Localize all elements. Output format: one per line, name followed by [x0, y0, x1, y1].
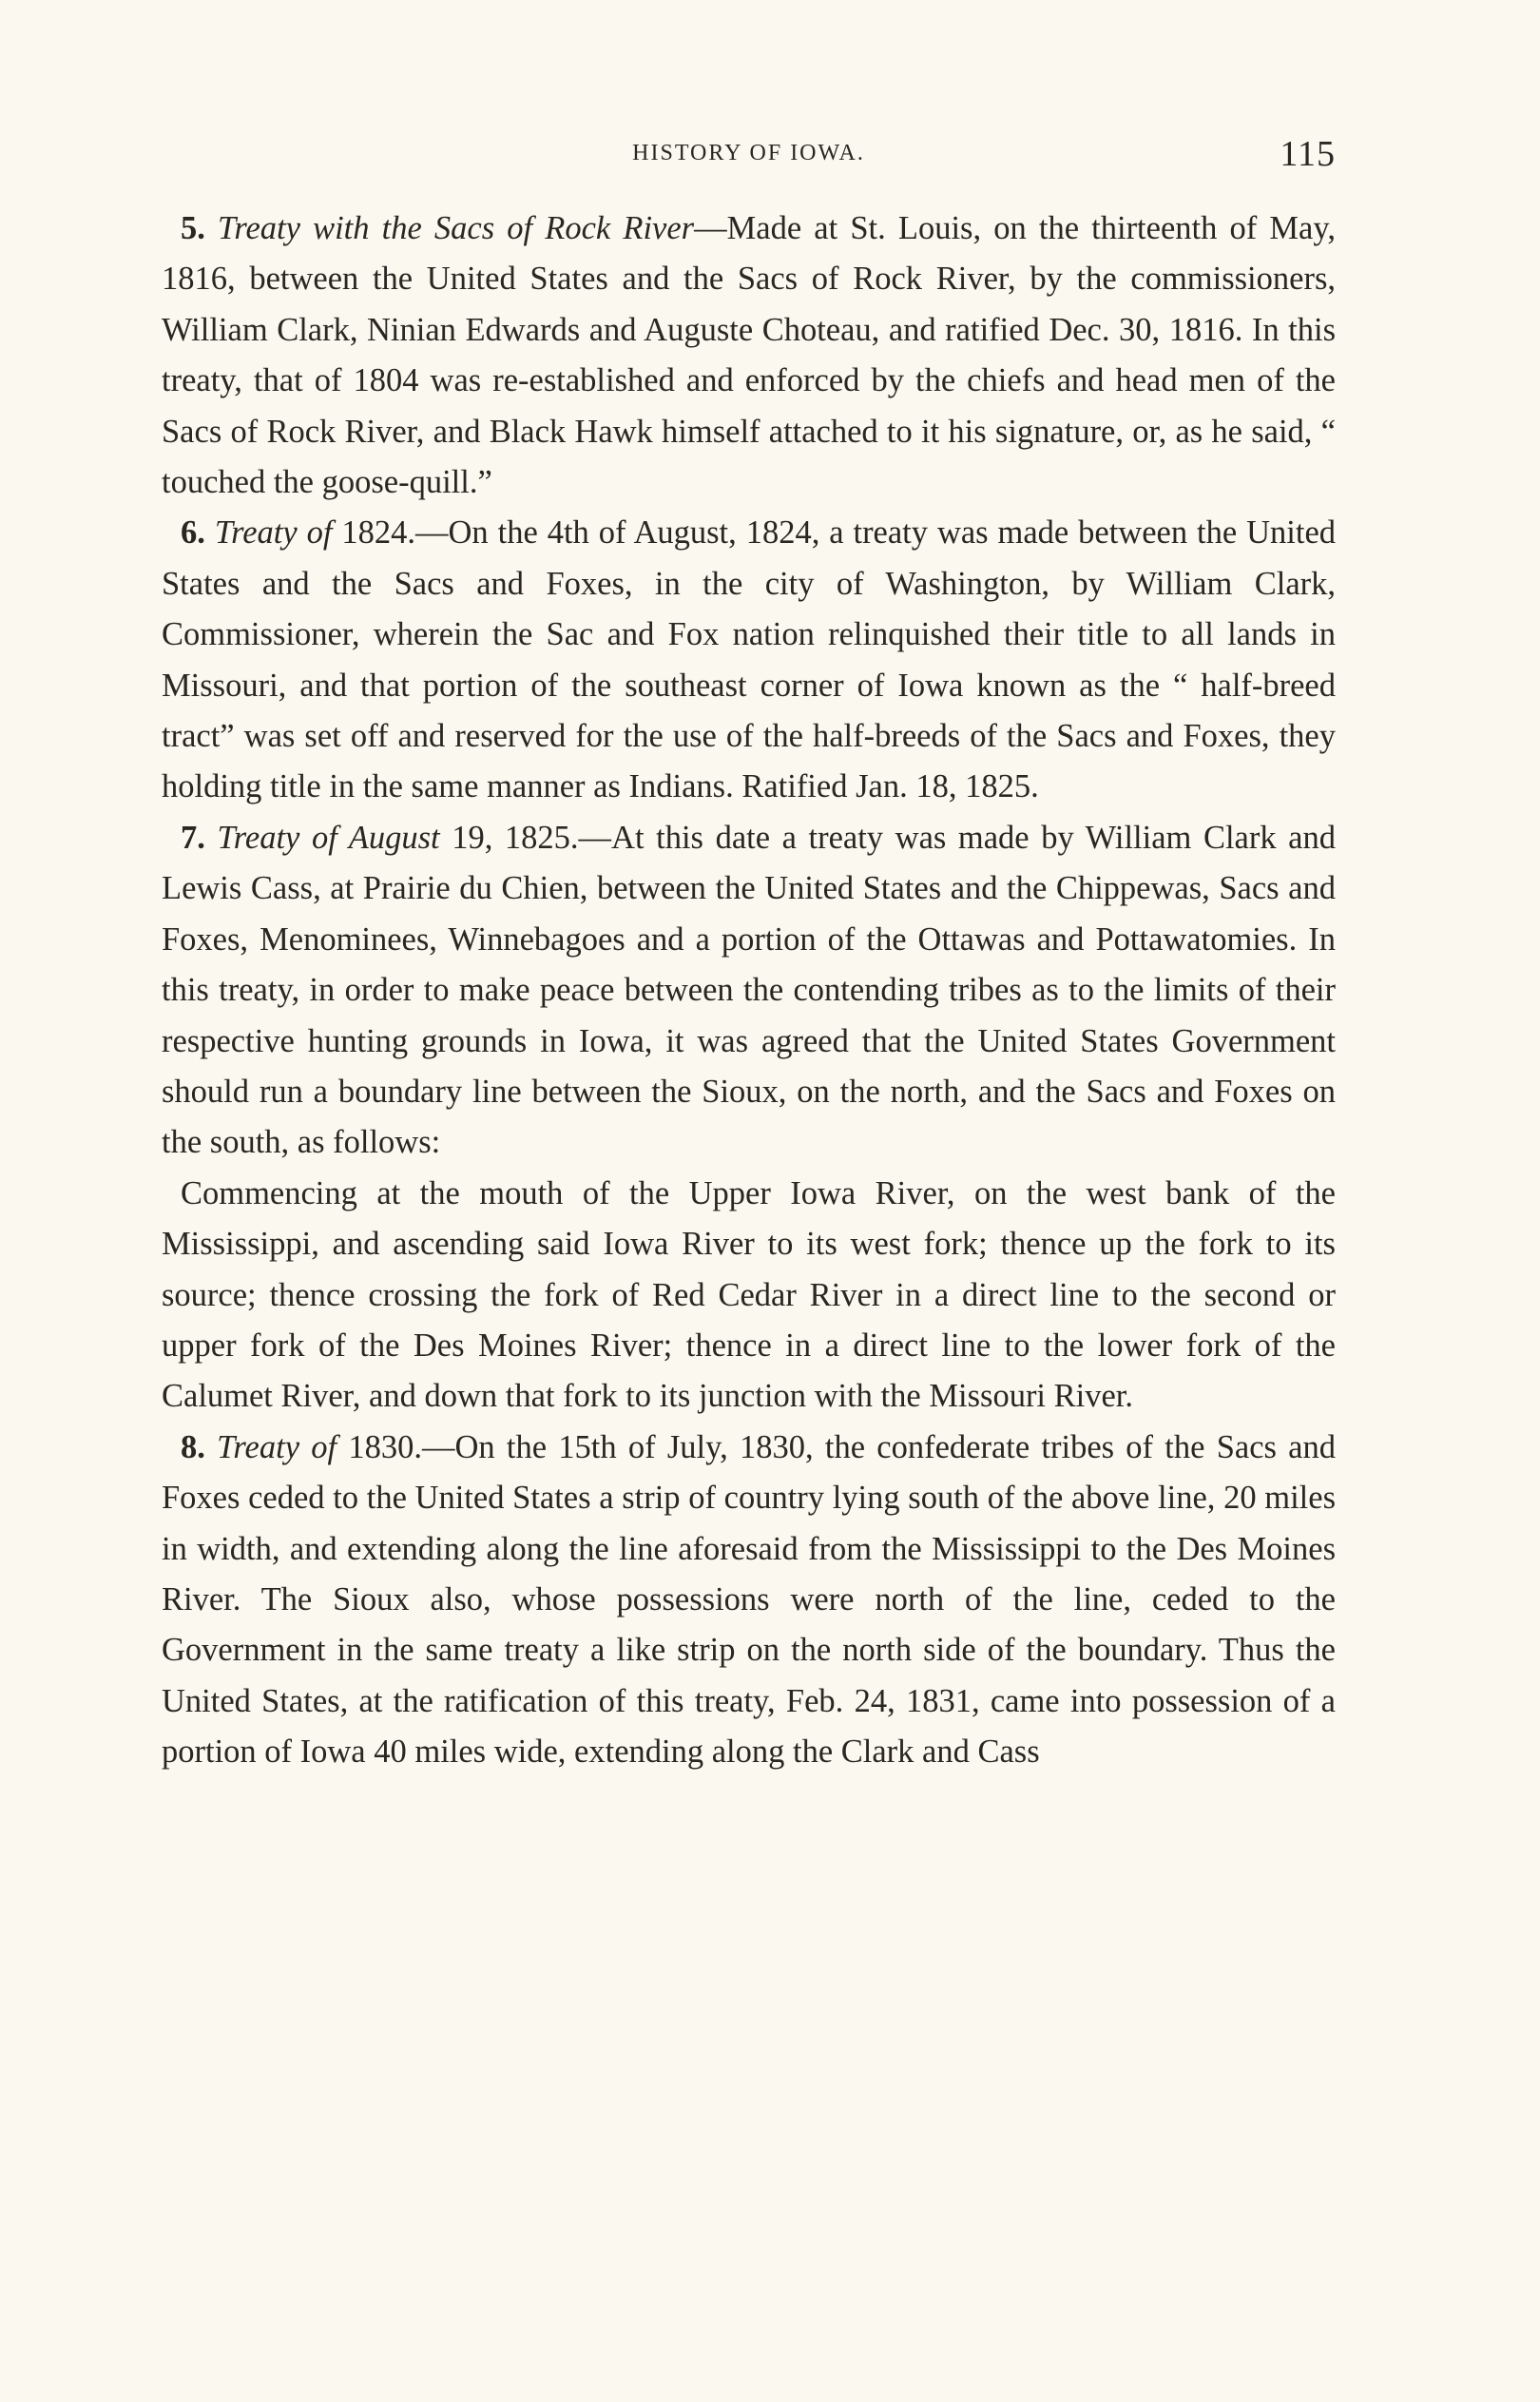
paragraph-text: 1824.—On the 4th of August, 1824, a treaty was made between the United States and the Sacs and Foxes, in the city of Washington, by William Clark, Commissioner, wherein the Sac and Fox nation relinquished their title to all lands in Missouri, and that portion of the southeast corner of Iowa known as the “ half-breed tract” was set off and reserved for the use of the half-breeds of the Sacs and Foxes, they holding title in the same manner as Indians. Ratified Jan. 18, 1825. — [162, 514, 1337, 805]
paragraph-number: 6. — [181, 514, 205, 552]
paragraph-text: 1830.—On the 15th of July, 1830, the confederate tribes of the Sacs and Foxes ceded to the United States a strip of country lying south of the above line, 20 miles in width, and extending along the line aforesaid from the Mississippi to the Des Moines River. The Sioux also, whose possessions were north of the line, ceded to the Government in the same treaty a like strip on the north side of the boundary. Thus the United States, at the ratification of this treaty, Feb. 24, 1831, came into possession of a portion of Iowa 40 miles wide, extending along the Clark and Cass — [162, 1428, 1336, 1771]
body-text — [162, 203, 1336, 1778]
paragraph-number: 8. — [181, 1428, 205, 1465]
running-title: HISTORY OF IOWA. — [632, 141, 865, 165]
paragraph-treaty-1830 — [162, 1423, 1336, 1778]
running-header — [162, 133, 1336, 190]
paragraph-text: 19, 1825.—At this date a treaty was made by William Clark and Lewis Cass, at Prairie du Chien, between the United States and the Chippewas, Sacs and Foxes, Menominees, Winnebagoes and a portion of the Ottawas and Pottawatomies. In this treaty, in order to make peace between the contending tribes as to the limits of their respective hunting grounds in Iowa, it was agreed that the United States Government should run a boundary line between the Sioux, on the north, and the Sacs and Foxes on the south, as follows: — [162, 819, 1336, 1161]
treaty-heading: Treaty of August — [217, 819, 440, 856]
page-number: 115 — [1280, 134, 1336, 174]
paragraph-number: 7. — [181, 819, 205, 856]
treaty-heading: Treaty of — [214, 514, 333, 552]
paragraph-treaty-1824 — [162, 508, 1336, 812]
paragraph-treaty-1816 — [162, 203, 1336, 508]
treaty-heading: Treaty of — [217, 1428, 337, 1465]
paragraph-text: —Made at St. Louis, on the thirteenth of May, 1816, between the United States and the Sacs of Rock River, by the commissioners, William Clark, Ninian Edwards and Auguste Choteau, and ratified Dec. 30, 1816. In this treaty, that of 1804 was re-established and enforced by the chiefs and head men of the Sacs of Rock River, and Black Hawk himself attached to it his signature, or, as he said, “ touched the goose-quill.” — [162, 210, 1336, 501]
treaty-heading: Treaty with the Sacs of Rock River — [218, 210, 695, 246]
paragraph-number: 5. — [181, 210, 205, 246]
paragraph-treaty-1825 — [162, 813, 1336, 1169]
paragraph-boundary-description — [162, 1169, 1336, 1423]
paragraph-text: Commencing at the mouth of the Upper Iowa River, on the west bank of the Mississippi, and ascending said Iowa River to its west fork; thence up the fork to its source; thence crossing the fork of Red Cedar River in a direct line to the second or upper fork of the Des Moines River; thence in a direct line to the lower fork of the Calumet River, and down that fork to its junction with the Missouri River. — [162, 1174, 1336, 1415]
book-page — [162, 133, 1336, 1778]
